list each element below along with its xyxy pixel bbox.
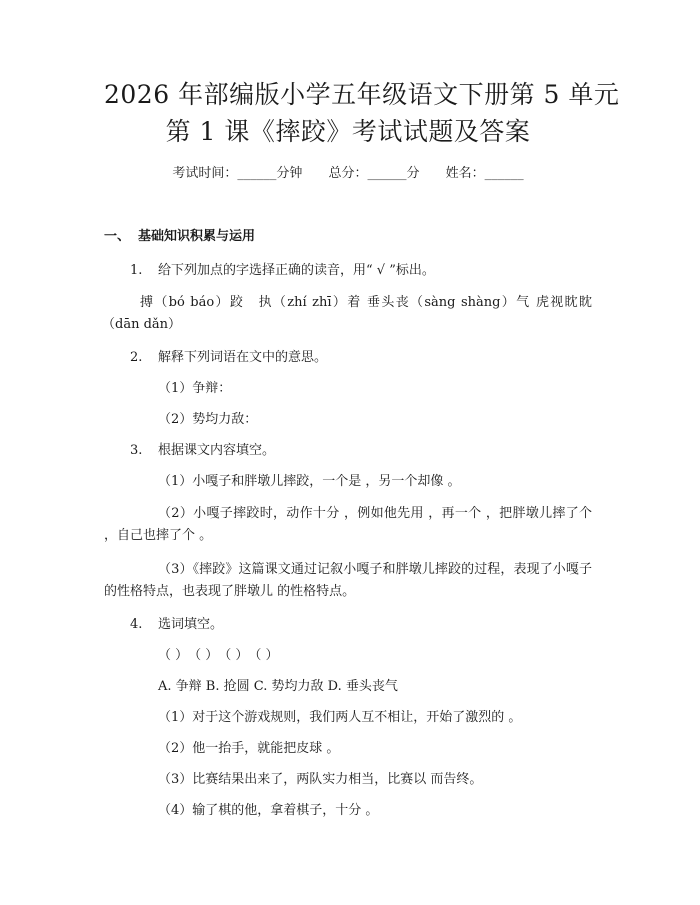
section-number: 一、 [104,229,131,244]
question-4-item-1: （1）对于这个游戏规则，我们两人互不相让，开始了激烈的 。 [158,710,522,725]
question-2-item-1: （1）争辩： [158,381,232,396]
question-2-item-2: （2）势均力敌： [158,412,258,427]
question-number: 3. [130,443,143,458]
question-text: 选词填空。 [158,617,224,632]
question-4-options: A. 争辩 B. 抢圆 C. 势均力敌 D. 垂头丧气 [158,679,398,694]
title-line-1: 2026 年部编版小学五年级语文下册第 5 单元 [104,80,620,109]
question-4 [104,616,592,634]
section-heading [104,228,592,246]
question-text: 给下列加点的字选择正确的读音，用“ √ ”标出。 [158,263,435,278]
exam-score: 总分：______分 [328,166,420,181]
document-title [104,0,620,150]
question-4-item-3: （3）比赛结果出来了，两队实力相当，比赛以 而告终。 [158,772,483,787]
section-title: 基础知识积累与运用 [138,229,256,244]
question-text: 根据课文内容填空。 [158,443,276,458]
title-line-2: 第 1 课《摔跤》考试试题及答案 [165,117,531,146]
question-1 [104,262,592,280]
question-number: 4. [130,617,143,632]
question-2 [104,349,592,367]
question-4-blanks: （ ） （ ） （ ） （ ） [158,648,279,663]
question-3-item-2: （2）小嘎子摔跤时，动作十分 ，例如他先用 ，再一个 ，把胖墩儿摔了个 ，自己也摔了个 。 [104,506,592,543]
question-3-item-3: （3）《摔跤》这篇课文通过记叙小嘎子和胖墩儿摔跤的过程，表现了小嘎子 的性格特点，也表现了胖墩儿 的性格特点。 [104,562,592,599]
exam-meta [104,164,592,184]
question-4-item-2: （2）他一抬手，就能把皮球 。 [158,741,340,756]
question-4-item-4: （4）输了棋的他，拿着棋子，十分 。 [158,803,379,818]
question-number: 1. [130,263,143,278]
exam-time: 考试时间：______分钟 [172,166,303,181]
question-3 [104,442,592,460]
question-1-body: 搏（bó báo）跤 执（zhí zhī）着 垂头丧（sàng shàng）气 虎视眈眈（dān dǎn） [102,295,592,332]
question-3-item-1: （1）小嘎子和胖墩儿摔跤，一个是 ，另一个却像 。 [158,474,461,489]
question-number: 2. [130,350,143,365]
question-text: 解释下列词语在文中的意思。 [158,350,328,365]
student-name: 姓名：______ [445,166,524,181]
